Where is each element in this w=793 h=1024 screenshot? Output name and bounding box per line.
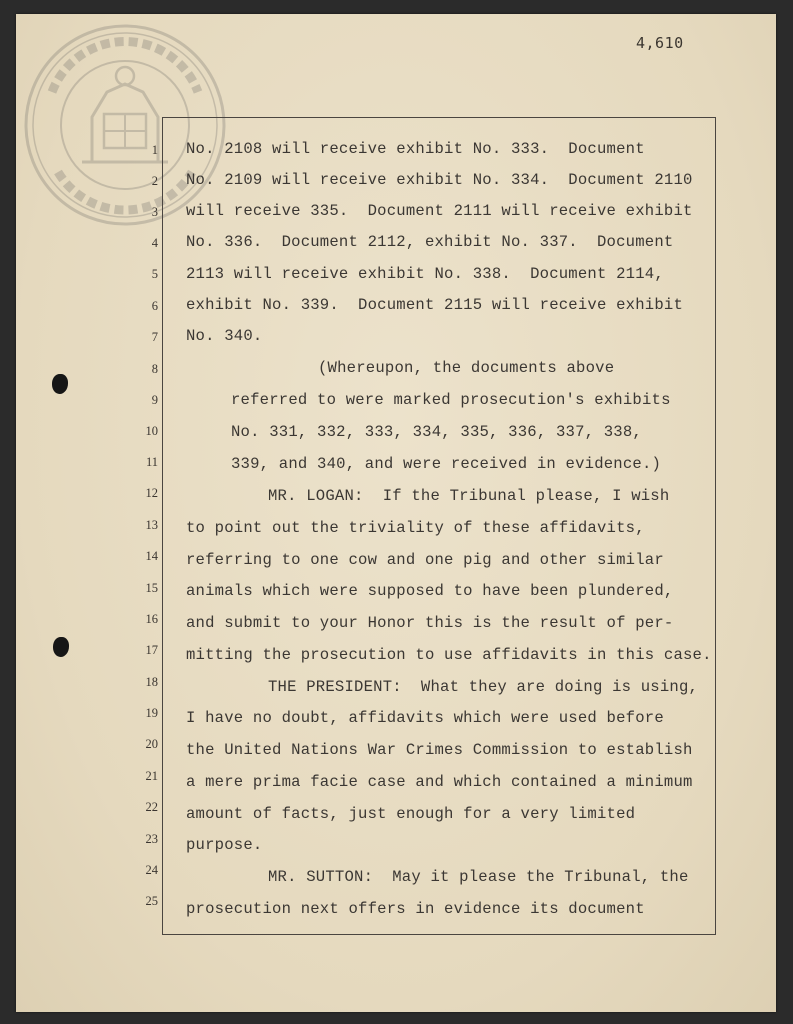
- line-number: 2: [151, 174, 158, 188]
- line-number: 14: [145, 549, 158, 563]
- transcript-line: No. 331, 332, 333, 334, 335, 336, 337, 338,: [231, 423, 642, 441]
- transcript-line: THE PRESIDENT: What they are doing is using,: [268, 678, 699, 696]
- line-number: 1: [151, 143, 158, 157]
- transcript-line: I have no doubt, affidavits which were used before: [186, 709, 664, 727]
- line-number: 12: [145, 486, 158, 500]
- line-number: 9: [151, 393, 158, 407]
- transcript-line: (Whereupon, the documents above: [318, 359, 615, 377]
- transcript-line: will receive 335. Document 2111 will receive exhibit: [186, 202, 693, 220]
- transcript-line: No. 340.: [186, 327, 263, 345]
- transcript-line: 339, and 340, and were received in evidence.): [231, 455, 662, 473]
- line-number: 11: [145, 455, 158, 469]
- transcript-line: referred to were marked prosecution's exhibits: [231, 391, 671, 409]
- line-number: 23: [145, 832, 158, 846]
- line-number: 15: [145, 581, 158, 595]
- page-number: 4,610: [636, 34, 684, 52]
- line-number: 20: [145, 737, 158, 751]
- line-number: 24: [145, 863, 158, 877]
- line-number: 21: [145, 769, 158, 783]
- line-number: 22: [145, 800, 158, 814]
- line-number: 13: [145, 518, 158, 532]
- transcript-line: a mere prima facie case and which contained a minimum: [186, 773, 693, 791]
- transcript-line: 2113 will receive exhibit No. 338. Document 2114,: [186, 265, 664, 283]
- line-number: 3: [151, 205, 158, 219]
- line-number: 5: [151, 267, 158, 281]
- transcript-line: animals which were supposed to have been plundered,: [186, 582, 674, 600]
- transcript-line: mitting the prosecution to use affidavits in this case.: [186, 646, 712, 664]
- line-number: 19: [145, 706, 158, 720]
- line-number: 25: [145, 894, 158, 908]
- document-page: [16, 14, 776, 1012]
- transcript-line: purpose.: [186, 836, 263, 854]
- line-number: 17: [145, 643, 158, 657]
- transcript-line: the United Nations War Crimes Commission to establish: [186, 741, 693, 759]
- line-number: 6: [151, 299, 158, 313]
- transcript-line: No. 2108 will receive exhibit No. 333. Document: [186, 140, 645, 158]
- transcript-line: to point out the triviality of these affidavits,: [186, 519, 645, 537]
- transcript-line: referring to one cow and one pig and other similar: [186, 551, 664, 569]
- transcript-line: MR. SUTTON: May it please the Tribunal, the: [268, 868, 689, 886]
- transcript-line: exhibit No. 339. Document 2115 will receive exhibit: [186, 296, 684, 314]
- transcript-line: amount of facts, just enough for a very limited: [186, 805, 636, 823]
- line-number: 18: [145, 675, 158, 689]
- line-number: 16: [145, 612, 158, 626]
- transcript-line: No. 336. Document 2112, exhibit No. 337. Document: [186, 233, 674, 251]
- transcript-line: No. 2109 will receive exhibit No. 334. Document 2110: [186, 171, 693, 189]
- transcript-line: and submit to your Honor this is the result of per-: [186, 614, 674, 632]
- line-number: 10: [145, 424, 158, 438]
- line-number: 7: [151, 330, 158, 344]
- line-number: 8: [151, 362, 158, 376]
- transcript-line: MR. LOGAN: If the Tribunal please, I wish: [268, 487, 670, 505]
- punch-hole-icon: [53, 637, 69, 657]
- transcript-line: prosecution next offers in evidence its document: [186, 900, 645, 918]
- line-number: 4: [151, 236, 158, 250]
- punch-hole-icon: [52, 374, 68, 394]
